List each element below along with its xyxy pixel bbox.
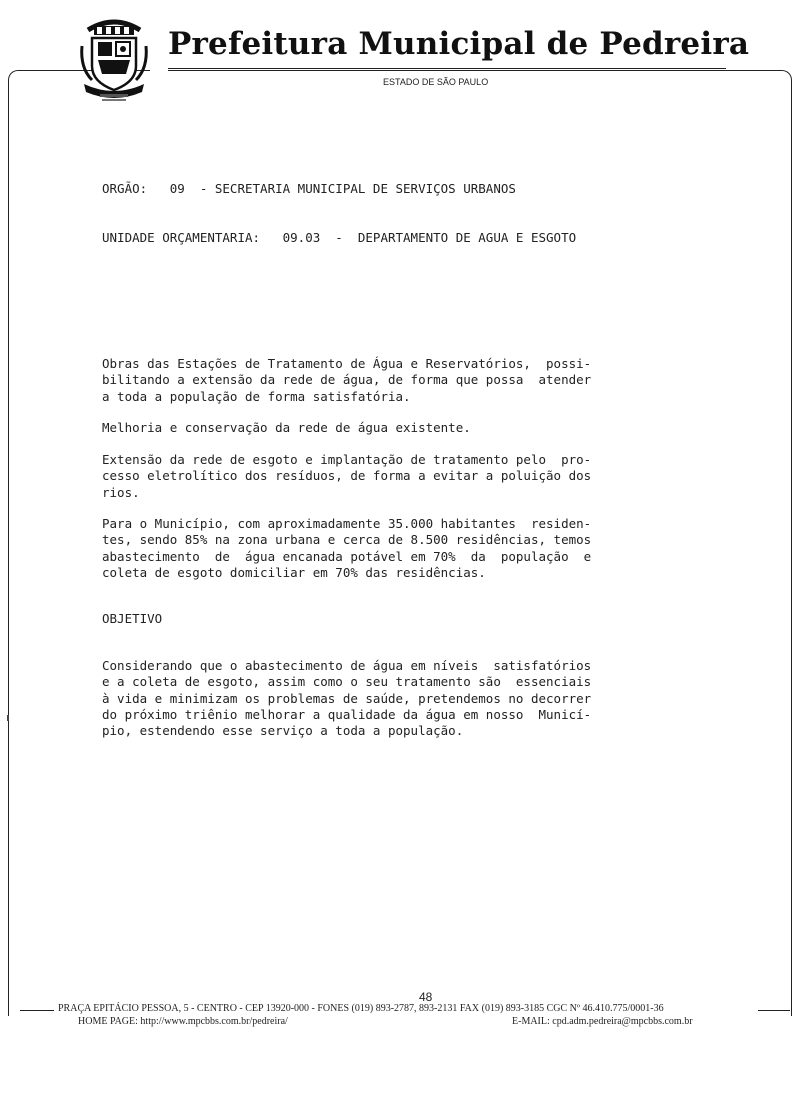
paragraph-extensao: Extensão da rede de esgoto e implantação de tratamento pelo pro- cesso eletrolítico dos resíduos, de forma a evitar a poluição dos rios. bbox=[102, 452, 592, 500]
paragraph-obras: Obras das Estações de Tratamento de Água e Reservatórios, possi- bilitando a extensão da rede de água, de forma que possa atender a toda a população de forma satisfatória. bbox=[102, 356, 592, 404]
objetivo-heading: OBJETIVO bbox=[102, 611, 163, 626]
municipal-coat-of-arms-icon bbox=[78, 12, 150, 104]
paragraph-municipio: Para o Município, com aproximadamente 35.000 habitantes residen- tes, sendo 85% na zona urbana e cerca de 8.500 residências, temos abastecimento de água encanada potável em 70% da população e coleta de esgoto domiciliar em 70% das residências. bbox=[102, 516, 592, 580]
paragraph-melhoria: Melhoria e conservação da rede de água existente. bbox=[102, 420, 471, 435]
state-subtitle: ESTADO DE SÃO PAULO bbox=[383, 77, 489, 87]
header-rule bbox=[168, 68, 726, 69]
unidade-line: UNIDADE ORÇAMENTARIA: 09.03 - DEPARTAMENTO DE AGUA E ESGOTO bbox=[102, 230, 577, 245]
footer-rule-right bbox=[758, 1010, 790, 1011]
municipality-title: Prefeitura Municipal de Pedreira bbox=[168, 26, 750, 62]
frame-gap bbox=[150, 60, 168, 80]
footer-email: E-MAIL: cpd.adm.pedreira@mpcbbs.com.br bbox=[512, 1016, 693, 1027]
paragraph-objetivo: Considerando que o abastecimento de água em níveis satisfatórios e a coleta de esgoto, assim como o seu tratamento são essenciais à vida e minimizam os problemas de saúde, pretendemos no decorrer do próximo triênio melhorar a qualidade da água em nosso Municí- pio, estendendo esse serviço a toda a população. bbox=[102, 658, 592, 739]
orgao-line: ORGÃO: 09 - SECRETARIA MUNICIPAL DE SERVIÇOS URBANOS bbox=[102, 181, 516, 196]
page-number: 48 bbox=[419, 990, 433, 1004]
margin-mark bbox=[7, 715, 9, 721]
footer-address: PRAÇA EPITÁCIO PESSOA, 5 - CENTRO - CEP 13920-000 - FONES (019) 893-2787, 893-2131 FAX (019) 893-3185 CGC Nº 46.410.775/0001-36 bbox=[58, 1003, 664, 1014]
footer-homepage: HOME PAGE: http://www.mpcbbs.com.br/pedreira/ bbox=[78, 1016, 288, 1027]
footer-rule-left bbox=[20, 1010, 54, 1011]
